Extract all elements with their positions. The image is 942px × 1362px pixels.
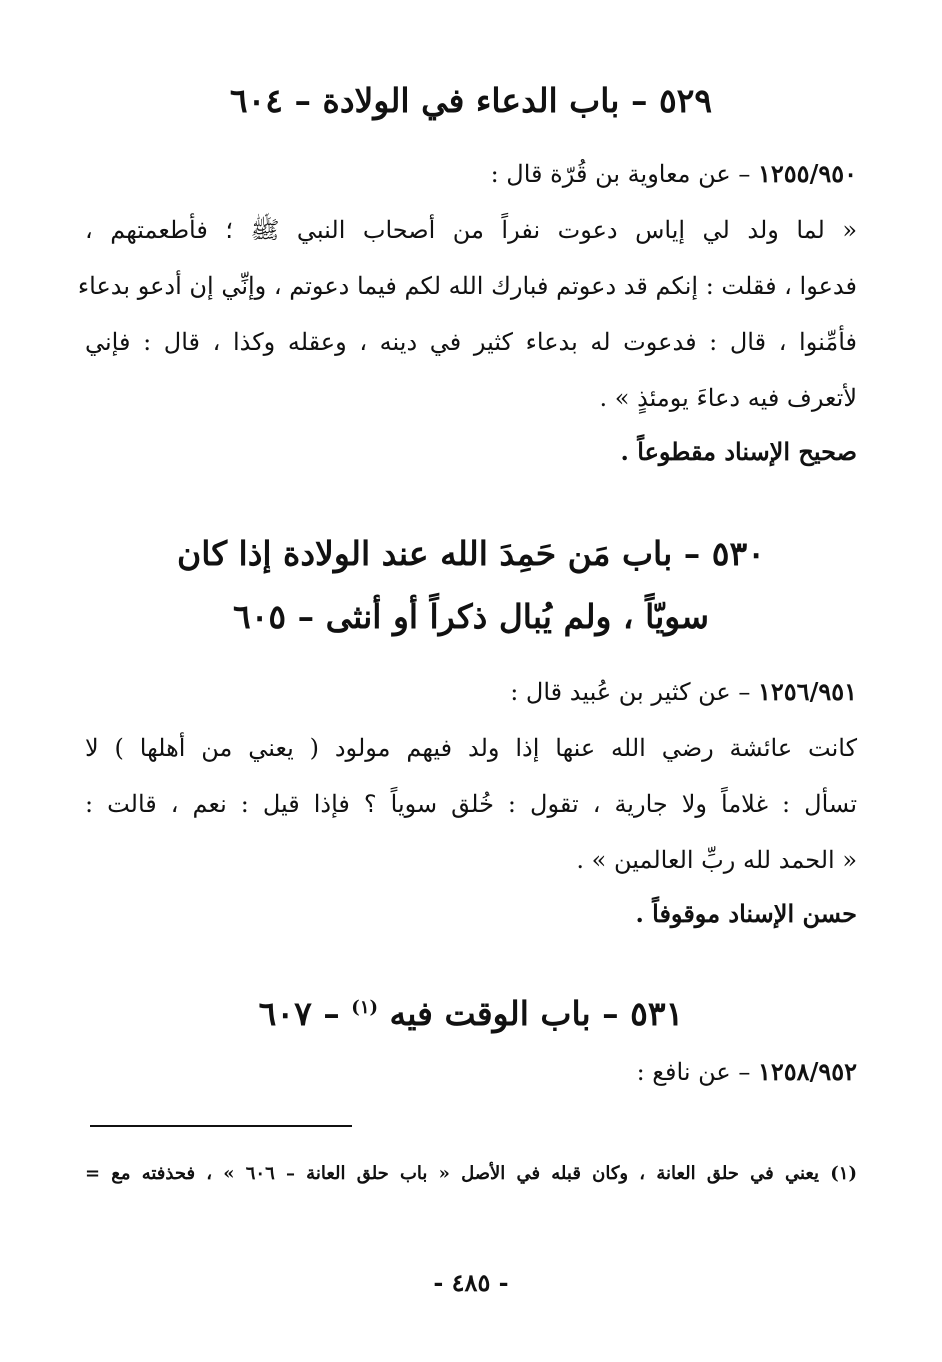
hadith-951-line-3: « الحمد لله ربِّ العالمين » . bbox=[576, 846, 857, 874]
hadith-951-chain bbox=[85, 677, 857, 706]
chapter-heading-529: ٥٢٩ – باب الدعاء في الولادة – ٦٠٤ bbox=[229, 81, 713, 120]
hadith-950-grade: صحيح الإسناد مقطوعاً . bbox=[620, 437, 857, 466]
footnote-separator bbox=[90, 1125, 352, 1127]
chapter-heading-530-line-2: سويّاً ، ولم يُبال ذكراً أو أنثى – ٦٠٥ bbox=[232, 597, 710, 636]
chapter-heading-530-line-1: ٥٣٠ – باب مَن حَمِدَ الله عند الولادة إذا كان bbox=[177, 534, 765, 573]
hadith-951-line-1: كانت عائشة رضي الله عنها إذا ولد فيهم مولود ( يعني من أهلها ) لا bbox=[85, 734, 857, 762]
hadith-number: ١٢٥٨/٩٥٢ bbox=[758, 1057, 857, 1086]
hadith-chain-text: – عن معاوية بن قُرّة قال : bbox=[490, 160, 758, 188]
footnote-text: (١) يعني في حلق العانة ، وكان قبله في الأصل « باب حلق العانة – ٦٠٦ » ، فحذفته مع = bbox=[85, 1163, 857, 1184]
hadith-chain-text: – عن نافع : bbox=[636, 1058, 758, 1086]
hadith-950-chain bbox=[85, 159, 857, 188]
hadith-950-line-3: فأمِّنوا ، قال : فدعوت له بدعاء كثير في دينه ، وعقله وكذا ، قال : فإني bbox=[85, 328, 857, 356]
footnote-marker: (١) bbox=[351, 997, 379, 1018]
hadith-number: ١٢٥٥/٩٥٠ bbox=[758, 159, 857, 188]
page-number: - ٤٨٥ - bbox=[433, 1268, 509, 1297]
heading-main-text: ٥٣١ – باب الوقت فيه bbox=[389, 994, 684, 1033]
heading-number-text: – ٦٠٧ bbox=[258, 994, 352, 1033]
chapter-heading-531 bbox=[80, 994, 862, 1033]
hadith-chain-text: – عن كثير بن عُبيد قال : bbox=[510, 678, 758, 706]
hadith-951-grade: حسن الإسناد موقوفاً . bbox=[635, 899, 857, 928]
hadith-950-line-1: « لما ولد لي إياس دعوت نفراً من أصحاب النبي ﷺ ؛ فأطعمتهم ، bbox=[85, 216, 857, 244]
hadith-951-line-2: تسأل : غلاماً ولا جارية ، تقول : خُلق سوياً ؟ فإذا قيل : نعم ، قالت : bbox=[85, 790, 857, 818]
hadith-950-line-4: لأتعرف فيه دعاءَ يومئذٍ » . bbox=[599, 384, 857, 412]
hadith-952-chain bbox=[85, 1057, 857, 1086]
hadith-number: ١٢٥٦/٩٥١ bbox=[758, 677, 857, 706]
hadith-950-line-2: فدعوا ، فقلت : إنكم قد دعوتم فبارك الله لكم فيما دعوتم ، وإنِّي إن أدعو بدعاء bbox=[77, 272, 857, 300]
